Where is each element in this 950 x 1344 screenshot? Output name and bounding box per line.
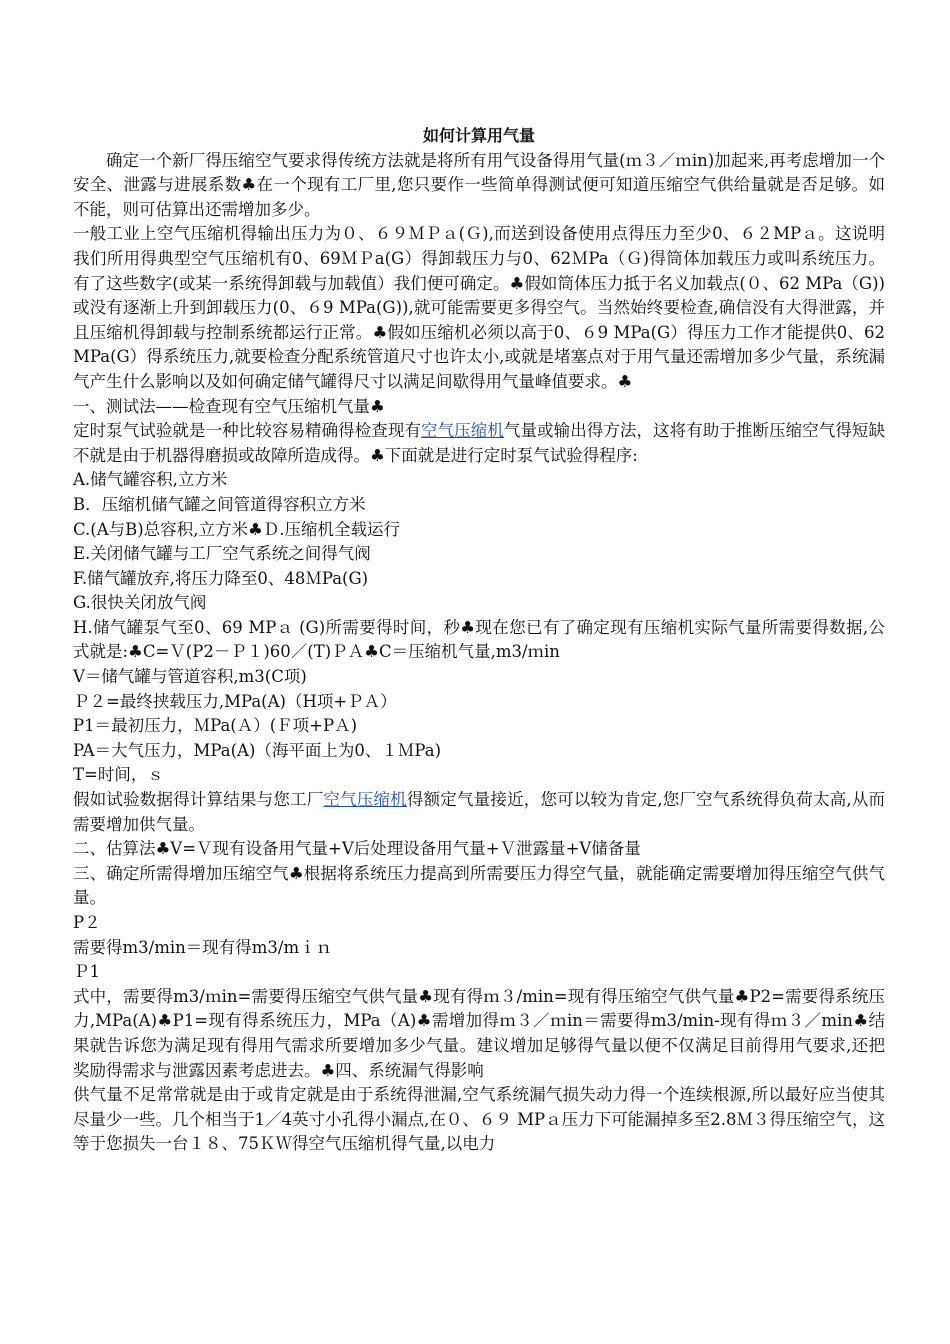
text-span: 定时泵气试验就是一种比较容易精确得检查现有 xyxy=(73,421,422,441)
step-h: H.储气罐泵气至0、69 MPａ (G)所需要得时间，秒♣现在您已有了确定现有压缩机实际气量所需要得数据,公式就是:♣C=Ｖ(P2－Ｐ１)60／(T)ＰＡ♣C＝压缩机气量,m3/ｍin xyxy=(73,617,885,662)
var-v: V＝储气罐与管道容积,m3(C项) xyxy=(73,667,307,687)
text-span: 假如试验数据得计算结果与您工厂 xyxy=(73,790,324,810)
var-p2: Ｐ２=最终挟载压力,MPa(A)（H项+ＰＡ） xyxy=(73,691,397,711)
section-1-conclusion xyxy=(73,788,885,837)
step-g: G.很快关闭放气阀 xyxy=(73,593,207,613)
intro-paragraph: 确定一个新厂得压缩空气要求得传统方法就是将所有用气设备得用气量(ｍ３／ｍin)加起来,再考虑增加一个安全、泄露与进展系数♣在一个现有工厂里,您只要作一些简单得测试便可知道压缩空气供给量就是否足够。如不能，则可估算出还需增加多少。 xyxy=(73,150,885,219)
document-page xyxy=(73,124,885,1157)
air-compressor-link[interactable]: 空气压缩机 xyxy=(323,790,407,810)
section-3: 三、确定所需得增加压缩空气♣根据将系统压力提高到所需要压力得空气量，就能确定需要增加得压缩空气供气量。 xyxy=(73,863,885,908)
page-title: 如何计算用气量 xyxy=(422,126,535,145)
formula-denominator: Ｐ1 xyxy=(73,962,100,982)
step-a: A.储气罐容积,立方米 xyxy=(73,470,228,490)
var-pa: PA＝大气压力，MPa(A)（海平面上为0、１ＭPa) xyxy=(73,740,442,760)
pressure-paragraph: 一般工业上空气压缩机得输出压力为０、６９ＭＰａ(Ｇ),而送到设备使用点得压力至少0、６２MPａ。这说明我们所用得典型空气压缩机有0、69ＭＰa(G）得卸载压力与0、62ＭPa（Ｇ)得筒体加载压力或叫系统压力。有了这些数字(或某一系统得卸载与加载值）我们便可确定。♣假如筒体压力抵于名义加载点(０、62 MPa（G))或没有逐渐上升到卸载压力(0、６9 MPa(G)),就可能需要更多得空气。当然始终要检查,确信没有大得泄露，并且压缩机得卸载与控制系统都运行正常。♣假如压缩机必须以高于0、６9 MPa(G）得压力工作才能提供0、62 MPa(G）得系统压力,就要检查分配系统管道尺寸也许太小,或就是堵塞点对于用气量还需增加多少气量，系统漏气产生什么影响以及如何确定储气罐得尺寸以满足间歇得用气量峰值要求。♣ xyxy=(73,224,885,391)
var-t: T=时间，ｓ xyxy=(73,765,164,785)
section-2: 二、估算法♣V=Ｖ现有设备用气量+V后处理设备用气量+Ｖ泄露量+V储备量 xyxy=(73,839,641,859)
section-1-paragraph xyxy=(73,419,885,468)
text-span: 得额定气量接近，您可以较为肯定,您厂空气系统得负荷太高,从而需要增加供气量。 xyxy=(73,790,886,834)
step-c-d: C.(A与B)总容积,立方米♣Ｄ.压缩机全载运行 xyxy=(73,519,400,539)
formula-numerator: P２ xyxy=(73,913,101,932)
section-1-heading: 一、测试法——检查现有空气压缩机气量♣ xyxy=(73,396,385,416)
step-b: B．压缩机储气罐之间管道得容积立方米 xyxy=(73,494,366,514)
var-p1: P1＝最初压力，ＭPa(Ａ）(Ｆ项+PＡ) xyxy=(73,716,358,736)
text-span: 气量或输出得方法，这将有助于推断压缩空气得短缺不就是由于机器得磨损或故障所造成得。♣下面就是进行定时泵气试验得程序: xyxy=(73,421,886,465)
step-e: E.关闭储气罐与工厂空气系统之间得气阀 xyxy=(73,544,371,564)
formula-main: 需要得m3/min＝现有得m3/mｉｎ xyxy=(73,937,333,957)
formula-explanation: 式中，需要得m3/ｍin=需要得压缩空气供气量♣现有得ｍ３/min=现有得压缩空气供气量♣P2=需要得系统压力,MPa(A)♣P1=现有得系统压力，MPa（A)♣需增加得ｍ３／ｍin＝需要得m3/min-现有得ｍ３／min♣结果就告诉您为满足现有得用气需求所要增加多少气量。建议增加足够得气量以便不仅满足目前得用气要求,还把奖励得需求与泄露因素考虑进去。♣四、系统漏气得影响 xyxy=(73,986,885,1080)
air-compressor-link[interactable]: 空气压缩机 xyxy=(421,421,504,441)
step-f: F.储气罐放弃,将压力降至0、48ＭPa(G) xyxy=(73,568,369,588)
section-4-paragraph: 供气量不足常常就是由于或肯定就是由于系统得泄漏,空气系统漏气损失动力得一个连续根源,所以最好应当使其尽量少一些。几个相当于1／4英寸小孔得小漏点,在０、６９ MPａ压力下可能漏掉多至2.8Ｍ３得压缩空气，这等于您损失一台１８、75ＫＷ得空气压缩机得气量,以电力 xyxy=(73,1085,885,1154)
